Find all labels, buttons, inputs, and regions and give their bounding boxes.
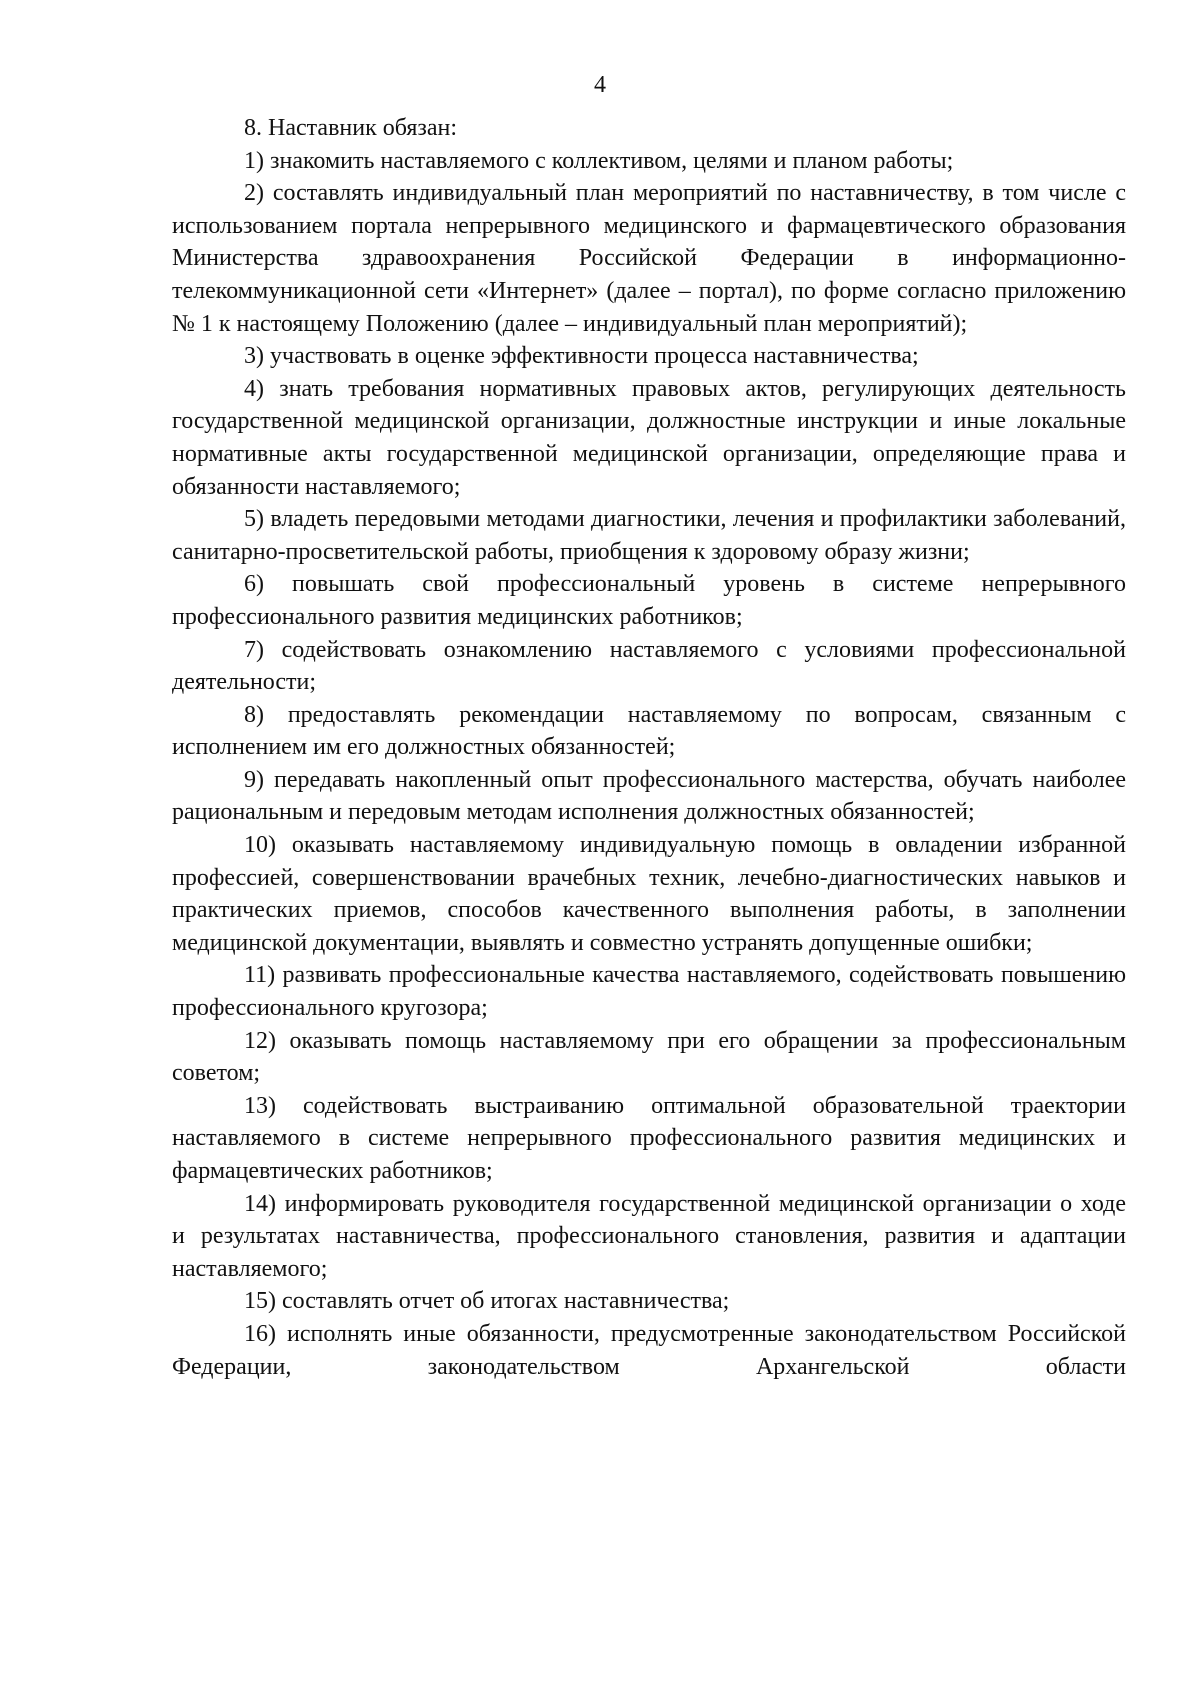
list-item-16: 16) исполнять иные обязанности, предусмотренные законодательством Российской Федерации, законодательством Архангельской области <box>172 1320 1126 1380</box>
list-item-4: 4) знать требования нормативных правовых актов, регулирующих деятельность государственной медицинской организации, должностные инструкции и иные локальные нормативные акты государственной медицинской организации, определяющие права и обязанности наставляемого; <box>172 375 1126 500</box>
list-item-15: 15) составлять отчет об итогах наставничества; <box>244 1288 730 1315</box>
list-item-9: 9) передавать накопленный опыт профессионального мастерства, обучать наиболее рациональным и передовым методам исполнения должностных обязанностей; <box>172 766 1126 826</box>
list-item-14: 14) информировать руководителя государственной медицинской организации о ходе и результатах наставничества, профессионального становления, развития и адаптации наставляемого; <box>172 1190 1126 1282</box>
document-body <box>172 112 1126 1383</box>
list-item-10: 10) оказывать наставляемому индивидуальную помощь в овладении избранной профессией, совершенствовании врачебных техник, лечебно-диагностических навыков и практических приемов, способов качественного выполнения работы, в заполнении медицинской документации, выявлять и совместно устранять допущенные ошибки; <box>172 832 1126 956</box>
list-item-2: 2) составлять индивидуальный план мероприятий по наставничеству, в том числе с использованием портала непрерывного медицинского и фармацевтического образования Министерства здравоохранения Российской Федерации в информационно-телекоммуникационной сети «Интернет» (далее – портал), по форме согласно приложению № 1 к настоящему Положению (далее – индивидуальный план мероприятий); <box>172 180 1126 337</box>
list-item-13: 13) содействовать выстраиванию оптимальной образовательной траектории наставляемого в системе непрерывного профессионального развития медицинских и фармацевтических работников; <box>172 1092 1126 1184</box>
list-item-5: 5) владеть передовыми методами диагностики, лечения и профилактики заболеваний, санитарно-просветительской работы, приобщения к здоровому образу жизни; <box>172 506 1126 565</box>
list-item-8: 8) предоставлять рекомендации наставляемому по вопросам, связанным с исполнением им его должностных обязанностей; <box>172 701 1126 761</box>
list-item-7: 7) содействовать ознакомлению наставляемого с условиями профессиональной деятельности; <box>172 636 1126 696</box>
page-number: 4 <box>594 72 606 98</box>
list-item-11: 11) развивать профессиональные качества наставляемого, содействовать повышению профессионального кругозора; <box>172 962 1126 1022</box>
paragraph-item-8-header: 8. Наставник обязан: <box>244 115 458 141</box>
list-item-12: 12) оказывать помощь наставляемому при его обращении за профессиональным советом; <box>172 1027 1126 1087</box>
list-item-1: 1) знакомить наставляемого с коллективом, целями и планом работы; <box>244 147 954 174</box>
list-item-3: 3) участвовать в оценке эффективности процесса наставничества; <box>244 343 919 370</box>
list-item-6: 6) повышать свой профессиональный уровень в системе непрерывного профессионального развития медицинских работников; <box>172 571 1126 630</box>
